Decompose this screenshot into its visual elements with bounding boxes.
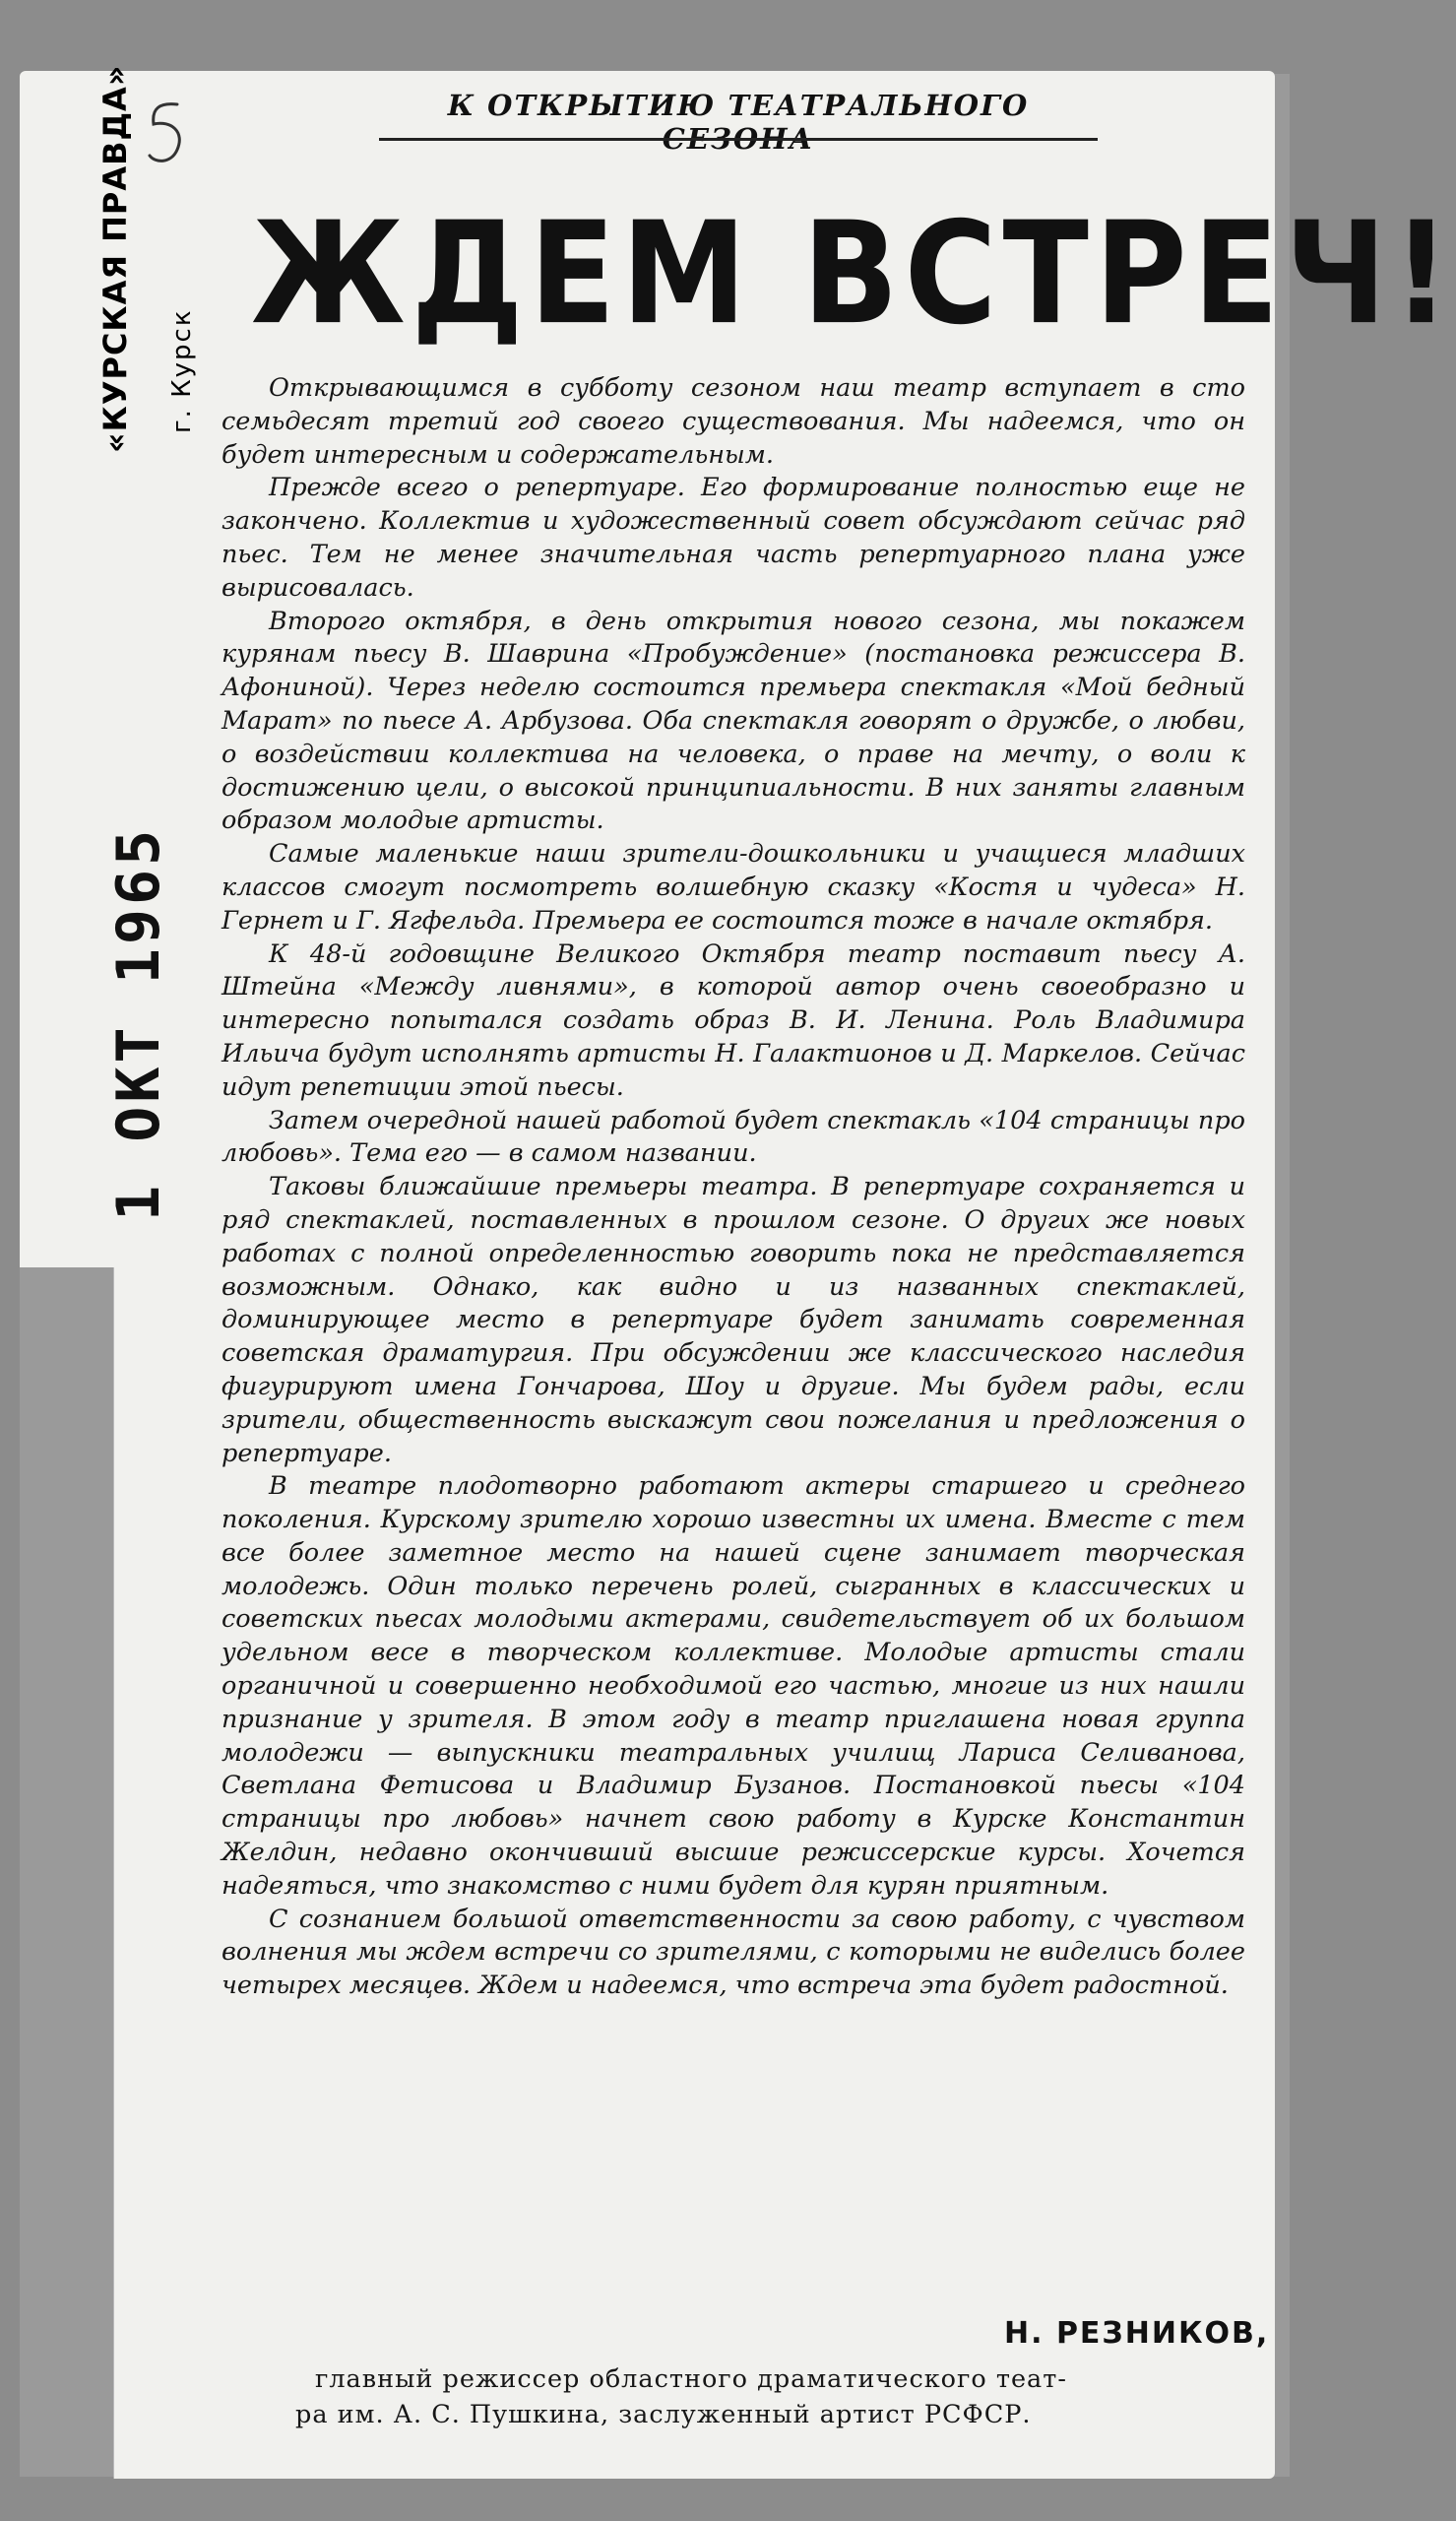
rubric-rule	[379, 138, 1098, 141]
city-stamp: г. Курск	[167, 308, 197, 433]
article-paragraph: В театре плодотворно работают актеры старшего и среднего поколения. Курскому зрителю хорошо известны их имена. Вместе с тем все более заметное место на нашей сцене занимает творческая молодежь. Один только перечень ролей, сыгранных в классических и советских пьесах молодыми актерами, свидетельствует об их большом удельном весе в творческом коллективе. Молодые артисты стали органичной и совершенно необходимой его частью, многие из них нашли признание у зрителя. В этом году в театр приглашена новая группа молодежи — выпускники театральных училищ Лариса Селиванова, Светлана Фетисова и Владимир Бузанов. Постановкой пьесы «104 страницы про любовь» начнет свою работу в Курске Константин Желдин, недавно окончивший высшие режиссерские курсы. Хочется надеяться, что знакомство с ними будет для курян приятным.	[222, 1471, 1245, 1901]
article-paragraph: К 48-й годовщине Великого Октября театр поставит пьесу А. Штейна «Между ливнями», в которой автор очень своеобразно и интересно попытался создать образ В. И. Ленина. Роль Владимира Ильича будут исполнять артисты Н. Галактионов и Д. Маркелов. Сейчас идут репетиции этой пьесы.	[222, 938, 1245, 1102]
article-paragraph: С сознанием большой ответственности за свою работу, с чувством волнения мы ждем встречи со зрителями, с которыми не виделись более четырех месяцев. Ждем и надеемся, что встреча эта будет радостной.	[222, 1904, 1245, 2001]
article-paragraph: Открывающимся в субботу сезоном наш театр вступает в сто семьдесят третий год своего существования. Мы надеемся, что он будет интересным и содержательным.	[222, 373, 1245, 470]
date-stamp: 1 ОКТ 1965	[104, 825, 173, 1221]
article-paragraph: Таковы ближайшие премьеры театра. В репертуаре сохраняется и ряд спектаклей, поставленных в прошлом сезоне. О других же новых работах с полной определенностью говорить пока не представляется возможным. Однако, как видно и из названных спектаклей, доминирующее место в репертуаре будет занимать современная советская драматургия. При обсуждении же классического наследия фигурируют имена Гончарова, Шоу и другие. Мы будем рады, если зрители, общественность выскажут свои пожелания и предложения о репертуаре.	[222, 1172, 1245, 1468]
rubric-heading: К ОТКРЫТИЮ ТЕАТРАЛЬНОГО СЕЗОНА	[447, 89, 1030, 156]
article-paragraph: Прежде всего о репертуаре. Его формирование полностью еще не закончено. Коллектив и художественный совет обсуждают сейчас ряд пьес. Тем не менее значительная часть репертуарного плана уже вырисовалась.	[222, 473, 1245, 603]
author-position-line: главный режиссер областного драматического теат-	[315, 2364, 1067, 2394]
article-paragraph: Самые маленькие наши зрители-дошкольники и учащиеся младших классов смогут посмотреть волшебную сказку «Костя и чудеса» Н. Гернет и Г. Ягфельда. Премьера ее состоится тоже в начале октября.	[222, 839, 1245, 936]
article-paragraph: Второго октября, в день открытия нового сезона, мы покажем курянам пьесу В. Шаврина «Пробуждение» (постановка режиссера В. Афониной). Через неделю состоится премьера спектакля «Мой бедный Марат» по пьесе А. Арбузова. Оба спектакля говорят о дружбе, о любви, о воздействии коллектива на человека, о праве на мечту, о воли к достижению цели, о высокой принципиальности. В них заняты главным образом молодые артисты.	[222, 606, 1245, 836]
article-paragraph: Затем очередной нашей работой будет спектакль «104 страницы про любовь». Тема его — в самом названии.	[222, 1105, 1245, 1169]
pencil-mark-five	[138, 98, 197, 177]
headline: ЖДЕМ ВСТРЕЧ!	[251, 192, 1456, 356]
article-body	[222, 372, 1245, 2003]
author-position	[295, 2361, 1216, 2432]
newspaper-name-stamp: «КУРСКАЯ ПРАВДА»	[96, 64, 134, 453]
author-position-line: ра им. А. С. Пушкина, заслуженный артист РСФСР.	[295, 2400, 1032, 2429]
author-signature: Н. РЕЗНИКОВ,	[1004, 2316, 1270, 2351]
